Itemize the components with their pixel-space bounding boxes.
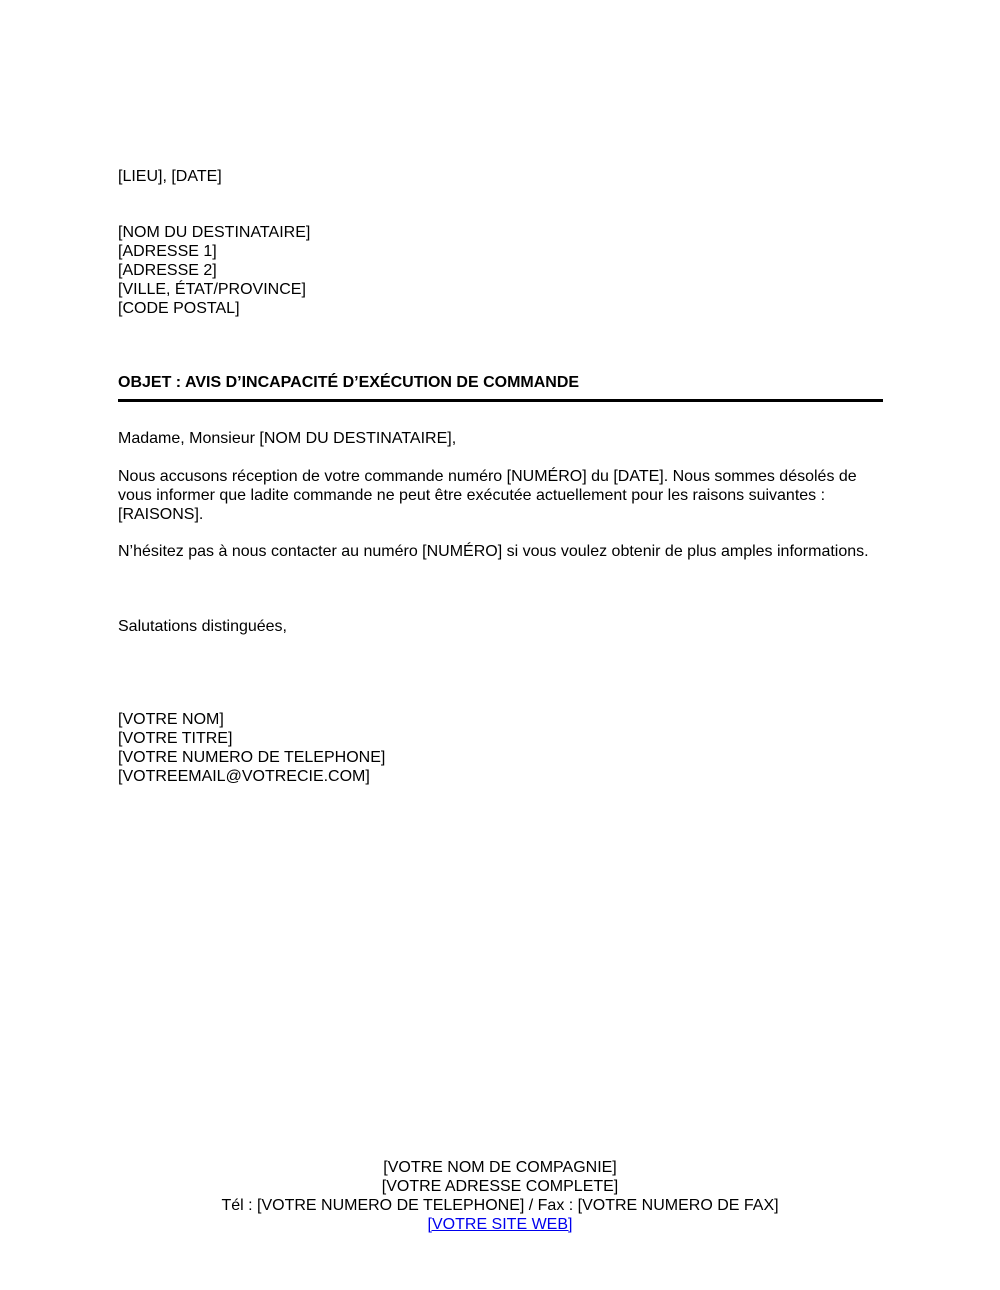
signature-email: [VOTREEMAIL@VOTRECIE.COM]	[118, 768, 370, 785]
subject-line	[118, 373, 883, 392]
signature-block	[118, 710, 883, 786]
signature-phone: [VOTRE NUMERO DE TELEPHONE]	[118, 749, 386, 766]
recipient-address-2: [ADRESSE 2]	[118, 262, 217, 279]
body-paragraph-1	[118, 467, 883, 524]
place-date	[118, 167, 883, 186]
footer-contact: Tél : [VOTRE NUMERO DE TELEPHONE] / Fax : [VOTRE NUMERO DE FAX]	[221, 1197, 779, 1214]
signature-title: [VOTRE TITRE]	[118, 730, 233, 747]
place-date-text: [LIEU], [DATE]	[118, 168, 222, 185]
letter-footer	[0, 1158, 1000, 1234]
body-paragraph-2-text: N’hésitez pas à nous contacter au numéro [NUMÉRO] si vous voulez obtenir de plus amples informations.	[118, 543, 869, 560]
recipient-address-block	[118, 223, 883, 318]
recipient-city-state: [VILLE, ÉTAT/PROVINCE]	[118, 281, 306, 298]
subject-divider	[118, 399, 883, 402]
recipient-postal-code: [CODE POSTAL]	[118, 300, 240, 317]
closing	[118, 617, 883, 636]
footer-address: [VOTRE ADRESSE COMPLETE]	[381, 1178, 619, 1195]
body-paragraph-1-text: Nous accusons réception de votre commande numéro [NUMÉRO] du [DATE]. Nous sommes désolés de vous informer que ladite commande ne peut être exécutée actuellement pour les raisons suivantes : [RAISONS].	[118, 468, 857, 523]
recipient-name: [NOM DU DESTINATAIRE]	[118, 224, 311, 241]
footer-company: [VOTRE NOM DE COMPAGNIE]	[383, 1159, 617, 1176]
closing-text: Salutations distinguées,	[118, 618, 287, 635]
footer-website-link[interactable]: [VOTRE SITE WEB]	[427, 1216, 573, 1233]
body-paragraph-2	[118, 542, 883, 561]
recipient-address-1: [ADRESSE 1]	[118, 243, 217, 260]
subject-title: OBJET : AVIS D’INCAPACITÉ D’EXÉCUTION DE COMMANDE	[118, 374, 580, 391]
salutation-text: Madame, Monsieur [NOM DU DESTINATAIRE],	[118, 430, 457, 447]
salutation	[118, 429, 883, 448]
signature-name: [VOTRE NOM]	[118, 711, 224, 728]
